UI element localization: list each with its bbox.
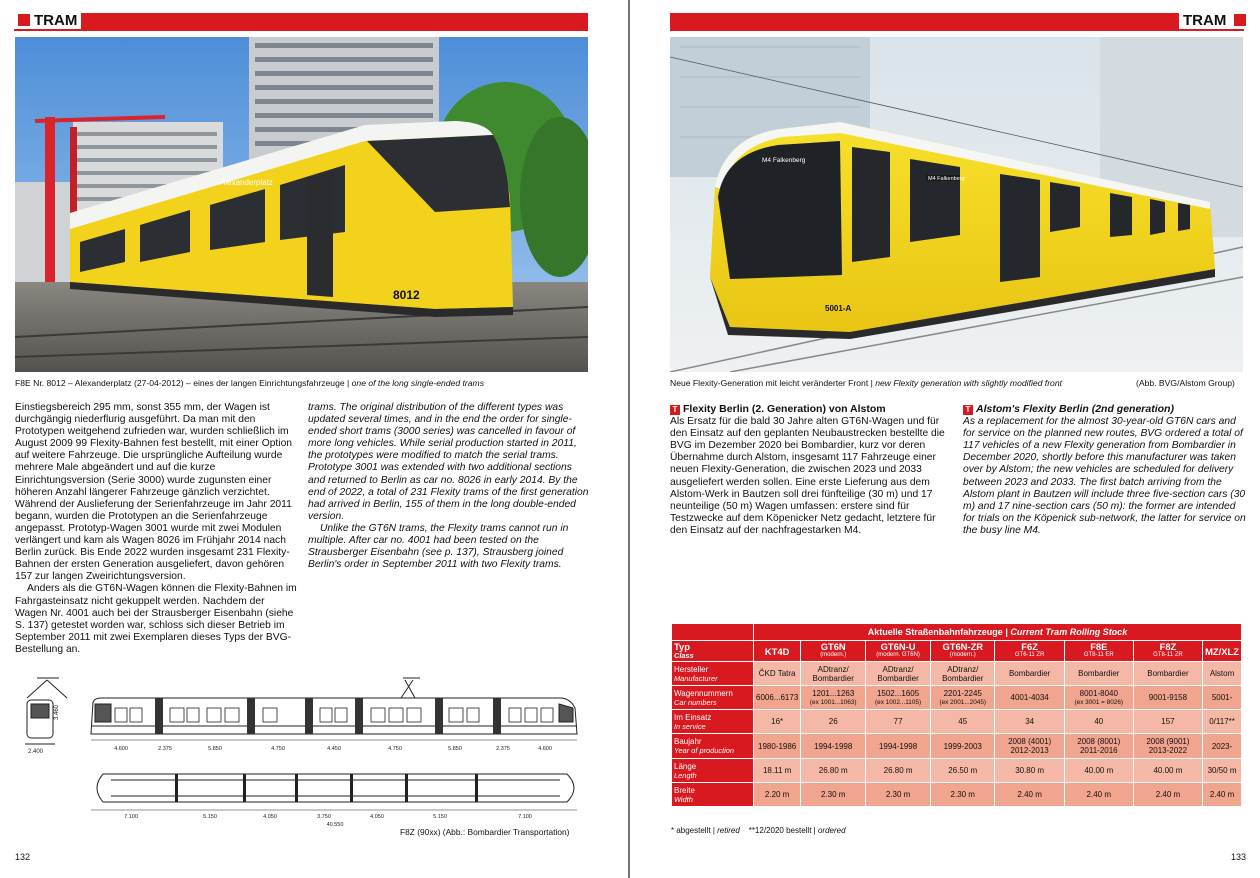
- paragraph: Als Ersatz für die bald 30 Jahre alten GT6N-Wagen und für den Einsatz auf den geplanten Neubaustrecken bestellte die BVG im Dezember 2020 bei Bombardier, kurz vor deren Übernahme durch Alstom, insgesamt 117 Fahrzeuge einer neuen Flexity-Generation, die zwischen 2023 und 2033 ausgeliefert werden sollen. Eine erste Lieferung aus dem Alstom-Werk in Bautzen soll drei fünfteilige (30 m) und 17 neunteilige (50 m) Wagen umfassen: erstere sind für Testzwecke auf dem Köpenicker Netz gedacht, letztere für den Einsatz auf der nachfragestarken M4.: [670, 416, 945, 536]
- rolling-stock-table: [671, 623, 1242, 807]
- table-cell: 1994-1998: [801, 734, 866, 759]
- table-cell: 26.80 m: [866, 759, 931, 783]
- column-header: GT6N-U (modern. GT6N): [866, 641, 931, 662]
- table-cell: 1994-1998: [866, 734, 931, 759]
- table-cell: 8001-8040 (ex 3001 = 8026): [1064, 686, 1133, 710]
- table-cell: 1999-2003: [931, 734, 995, 759]
- tram-technical-drawing: [15, 668, 590, 828]
- table-cell: 26: [801, 710, 866, 734]
- table-corner: [672, 624, 754, 641]
- table-cell: 1502...1605 (ex 1002...1105): [866, 686, 931, 710]
- photo-caption: F8E Nr. 8012 – Alexanderplatz (27-04-2012) – eines der langen Einrichtungsfahrzeuge | one of the long single-ended trams: [15, 378, 484, 388]
- dim-label: 4.600: [538, 746, 552, 752]
- table-cell: Bombardier: [995, 662, 1064, 686]
- table-cell: 18.11 m: [754, 759, 801, 783]
- row-label: Hersteller Manufacturer: [672, 662, 754, 686]
- table-cell: 5001-: [1203, 686, 1242, 710]
- table-cell: 40: [1064, 710, 1133, 734]
- german-text-column: [15, 402, 298, 656]
- paragraph: As a replacement for the almost 30-year-old GT6N cars and for service on the planned new routes, BVG ordered a total of 117 vehicles of a new Flexity generation from Bombardier in December 2020, shortly before this manufacturer was taken over by Alstom; the new vehicles are scheduled for delivery between 2023 and 2033. The first batch arriving from the Alstom plant in Bautzen will include three five-section cars (30 m) and 17 nine-section cars (50 m): the former are intended for trials on the Köpenick sub-network, the latter for service on the busy line M4.: [963, 416, 1246, 536]
- dim-label: 3.750: [317, 814, 331, 820]
- table-cell: 40.00 m: [1064, 759, 1133, 783]
- table-cell: 2008 (8001) 2011-2016: [1064, 734, 1133, 759]
- table-cell: 2201-2245 (ex 2001...2045): [931, 686, 995, 710]
- table-cell: 2.40 m: [1133, 783, 1202, 807]
- table-cell: 1980-1986: [754, 734, 801, 759]
- dim-label: 2.375: [496, 746, 510, 752]
- table-cell: 1201...1263 (ex 1001...1063): [801, 686, 866, 710]
- table-cell: 2008 (4001) 2012-2013: [995, 734, 1064, 759]
- table-row: [672, 686, 1242, 710]
- row-label: Im Einsatz In service: [672, 710, 754, 734]
- table-cell: 30/50 m: [1203, 759, 1242, 783]
- dim-label: 4.050: [370, 814, 384, 820]
- table-header-row: [672, 641, 1242, 662]
- row-label: Breite Width: [672, 783, 754, 807]
- table-cell: ADtranz/ Bombardier: [801, 662, 866, 686]
- table-cell: 26.50 m: [931, 759, 995, 783]
- table-cell: 40.00 m: [1133, 759, 1202, 783]
- table-cell: 2.40 m: [1203, 783, 1242, 807]
- column-header: KT4D: [754, 641, 801, 662]
- total-length: 40.550: [326, 822, 344, 828]
- tram-number-label: 8012: [393, 288, 420, 302]
- table-cell: 4001-4034: [995, 686, 1064, 710]
- photo-caption: Neue Flexity-Generation mit leicht veränderter Front | new Flexity generation with slightly modified front: [670, 378, 1062, 388]
- german-text-column: [670, 403, 953, 537]
- table-cell: 26.80 m: [801, 759, 866, 783]
- row-label: Typ Class: [672, 641, 754, 662]
- table-cell: 2.30 m: [931, 783, 995, 807]
- dim-label: 5.850: [208, 746, 222, 752]
- paragraph: Unlike the GT6N trams, the Flexity trams cannot run in multiple. After car no. 4001 had been tested on the Strausberger Eisenbahn (see p. 137), Strausberg joined Berlin's order in September 2011 with two Flexity trams.: [308, 522, 569, 571]
- table-row: [672, 734, 1242, 759]
- section-heading: T Alstom's Flexity Berlin (2nd generation): [963, 403, 1246, 415]
- column-header: F6Z GT6-11 ZR: [995, 641, 1064, 662]
- row-label: Wagennummern Car numbers: [672, 686, 754, 710]
- column-header: F8E GT8-11 ER: [1064, 641, 1133, 662]
- section-label: TRAM: [1179, 12, 1250, 29]
- table-row: [672, 783, 1242, 807]
- paragraph: Einstiegsbereich 295 mm, sonst 355 mm, der Wagen ist durchgängig niederflurig ausgeführt. Da man mit den Prototypen weitgehend zufrieden war, wurden schließlich im August 2009 99 Flexity-Bahnen fest bestellt, mit einer Option auf weitere Fahrzeuge. Die ursprüngliche Aufteilung wurde mehrere Male abgeändert und auf die kurze Einrichtungsversion (Serie 3000) wurde zugunsten einer höheren Anzahl längerer Fahrzeuge gänzlich verzichtet. Während der Auslieferung der Serienfahrzeuge im Jahr 2011 begann, wurden die Prototypen an die Serienfahrzeuge angepasst. Prototyp-Wagen 3001 wurde mit zwei Modulen verlängert und kam als Wagen 8026 im Frühjahr 2014 nach Berlin zurück. Bis Ende 2022 wurden insgesamt 231 Flexity-Bahnen der ersten Generation ausgeliefert, davon gehören 157 zur langen Zweirichtungsversion.: [15, 402, 293, 583]
- width-dimension: 2.400: [28, 749, 44, 755]
- dim-label: 2.375: [158, 746, 172, 752]
- column-header: MZ/XLZ: [1203, 641, 1242, 662]
- column-header: GT6N (modern.): [801, 641, 866, 662]
- english-text-column: [963, 403, 1246, 537]
- table-cell: Alstom: [1203, 662, 1242, 686]
- drawing-caption: F8Z (90xx) (Abb.: Bombardier Transportation): [400, 827, 570, 837]
- page-number: 133: [1231, 852, 1247, 862]
- paragraph: trams. The original distribution of the different types was updated several times, and in the end the order for single-ended short trams (3000 series) was cancelled in favour of more long vehicles. While serial production started in 2011, the prototypes were modified to match the serial trams. Prototype 3001 was extended with two additional sections and returned to Berlin as car no. 8026 in early 2014. By the end of 2022, a total of 231 Flexity trams of the first generation had arrived in Berlin, 155 of them in the long double-ended version.: [308, 402, 589, 522]
- table-cell: ADtranz/ Bombardier: [866, 662, 931, 686]
- table-cell: 45: [931, 710, 995, 734]
- column-header: F8Z GT8-11 ZR: [1133, 641, 1202, 662]
- section-bar: [14, 13, 588, 31]
- table-cell: 2.40 m: [995, 783, 1064, 807]
- dim-label: 5.850: [448, 746, 462, 752]
- page-number: 132: [15, 852, 31, 862]
- table-cell: 6006...6173: [754, 686, 801, 710]
- table-cell: Bombardier: [1064, 662, 1133, 686]
- dim-label: 7.100: [124, 814, 138, 820]
- dim-label: 4.050: [263, 814, 277, 820]
- table-cell: ADtranz/ Bombardier: [931, 662, 995, 686]
- table-cell: 30.80 m: [995, 759, 1064, 783]
- table-cell: 157: [1133, 710, 1202, 734]
- table-row: [672, 662, 1242, 686]
- table-title: Aktuelle Straßenbahnfahrzeuge | Current Tram Rolling Stock: [754, 624, 1242, 641]
- height-dimension: 3.460: [54, 704, 60, 720]
- table-cell: 2.20 m: [754, 783, 801, 807]
- section-label: TRAM: [14, 12, 81, 29]
- page-spine: [628, 0, 630, 878]
- row-label: Länge Length: [672, 759, 754, 783]
- left-page: [0, 0, 628, 878]
- table-cell: 16*: [754, 710, 801, 734]
- table-cell: ČKD Tatra: [754, 662, 801, 686]
- table-cell: 2008 (9001) 2013-2022: [1133, 734, 1202, 759]
- dim-label: 7.100: [518, 814, 532, 820]
- table-cell: 2.30 m: [801, 783, 866, 807]
- table-cell: 2.40 m: [1064, 783, 1133, 807]
- dim-label: 4.450: [327, 746, 341, 752]
- column-header: GT6N-ZR (modern.): [931, 641, 995, 662]
- station-sign: Alexanderplatz: [220, 178, 273, 187]
- tram-number-label: 5001-A: [825, 304, 852, 313]
- english-text-column: [308, 402, 591, 571]
- dim-label: 4.750: [388, 746, 402, 752]
- dim-label: 5.150: [203, 814, 217, 820]
- table-cell: 9001-9158: [1133, 686, 1202, 710]
- dim-label: 5.150: [433, 814, 447, 820]
- table-footnote: * abgestellt | retired **12/2020 bestellt | ordered: [671, 826, 846, 835]
- table-row: [672, 759, 1242, 783]
- section-heading: T Flexity Berlin (2. Generation) von Alstom: [670, 403, 953, 415]
- paragraph: Anders als die GT6N-Wagen können die Flexity-Bahnen im Fahrgasteinsatz nicht gekuppelt werden. Nachdem der Wagen Nr. 4001 auch bei der Strausberger Eisenbahn (siehe S. 137) getestet worden war, schloss sich dieser Betrieb im September 2011 mit zwei Exemplaren dieses Typs der BVG-Bestellung an.: [15, 583, 297, 655]
- table-cell: 2.30 m: [866, 783, 931, 807]
- destination-display: M4 Falkenberg: [762, 157, 806, 164]
- table-cell: 0/117**: [1203, 710, 1242, 734]
- photo-credit: (Abb. BVG/Alstom Group): [1136, 378, 1235, 388]
- table-cell: 34: [995, 710, 1064, 734]
- table-cell: 2023-: [1203, 734, 1242, 759]
- table-row: [672, 710, 1242, 734]
- section-bar: [670, 13, 1244, 31]
- row-label: Baujahr Year of production: [672, 734, 754, 759]
- flexity-render-photo: [670, 37, 1243, 372]
- table-cell: Bombardier: [1133, 662, 1202, 686]
- side-destination: M4 Falkenberg: [928, 176, 965, 182]
- dim-label: 4.600: [114, 746, 128, 752]
- table-cell: 77: [866, 710, 931, 734]
- alexanderplatz-tram-photo: [15, 37, 588, 372]
- dim-label: 4.750: [271, 746, 285, 752]
